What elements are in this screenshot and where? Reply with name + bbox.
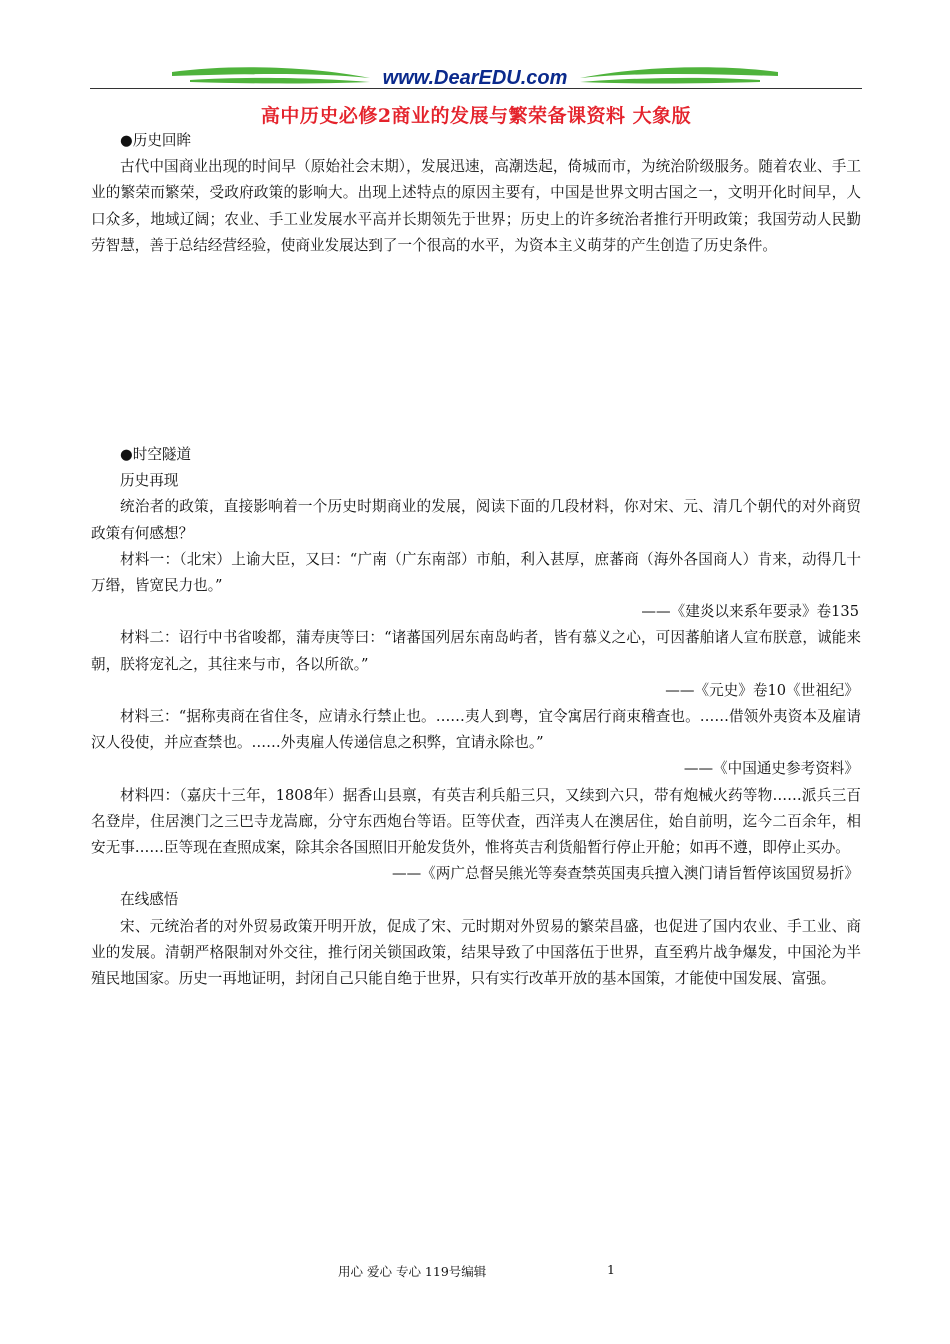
material-3-text: 材料三：“据称夷商在省住冬，应请永行禁止也。……夷人到粤，宜令寓居行商束稽查也。……借领外夷资本及雇请汉人役使，并应查禁也。……外夷雇人传递信息之积弊，宜请永除也。” <box>91 708 861 752</box>
tunnel-intro: 统治者的政策，直接影响着一个历史时期商业的发展，阅读下面的几段材料，你对宋、元、清几个朝代的对外商贸政策有何感想？ <box>91 498 861 542</box>
material-4-source: ——《两广总督吴熊光等奏查禁英国夷兵擅入澳门请旨暂停该国贸易折》 <box>391 865 859 883</box>
material-4-text: 材料四：（嘉庆十三年，1808年）据香山县禀，有英吉利兵船三只，又续到六只，带有炮械火药等物……派兵三百名登岸，住居澳门之三巴寺龙嵩廊，分守东西炮台等语。臣等伏查，西洋夷人在澳居住，始自前明，迄今二百余年，相安无事……臣等现在查照成案，除其余各国照旧开舱发货外，惟将英吉利货船暂行停止开舱；如再不遵，即停止买办。 <box>91 786 861 857</box>
section-heading-review: ●历史回眸 <box>120 132 192 149</box>
header-rule <box>90 88 862 89</box>
logo-swoosh-right <box>580 67 778 78</box>
review-paragraph: 古代中国商业出现的时间早（原始社会末期），发展迅速，高潮迭起，倚城而市，为统治阶级服务。随着农业、手工业的繁荣而繁荣，受政府政策的影响大。出现上述特点的原因主要有，中国是世界文明古国之一，文明开化时间早，人口众多，地域辽阔；农业、手工业发展水平高并长期领先于世界；历史上的许多统治者推行开明政策；我国劳动人民勤劳智慧，善于总结经营经验，使商业发展达到了一个很高的水平，为资本主义萌芽的产生创造了历史条件。 <box>91 158 861 254</box>
logo-swoosh-left <box>172 67 370 78</box>
material-2-text: 材料二：诏行中书省唆都，蒲寿庚等曰：“诸蕃国列居东南岛屿者，皆有慕义之心，可因蕃舶诸人宣布朕意，诚能来朝，朕将宠礼之，其往来与市，各以所欲。” <box>91 629 861 673</box>
logo-swoosh-right-tail <box>580 78 760 84</box>
logo-text: www.DearEDU.com <box>382 67 568 89</box>
section-heading-tunnel: ●时空隧道 <box>120 446 192 464</box>
page-number: 1 <box>607 1262 615 1277</box>
material-3-source: ——《中国通史参考资料》 <box>683 760 859 778</box>
online-paragraph: 宋、元统治者的对外贸易政策开明开放，促成了宋、元时期对外贸易的繁荣昌盛，也促进了国内农业、手工业、商业的发展。清朝严格限制对外交往，推行闭关锁国政策，结果导致了中国落伍于世界，直至鸦片战争爆发，中国沦为半殖民地国家。历史一再地证明，封闭自己只能自绝于世界，只有实行改革开放的基本国策，才能使中国发展、富强。 <box>91 917 861 988</box>
material-1-source: ——《建炎以来系年要录》卷135 <box>641 603 859 621</box>
blank-space <box>91 259 861 442</box>
material-2-source: ——《元史》卷10《世祖纪》 <box>665 681 859 699</box>
document-title: 高中历史必修2商业的发展与繁荣备课资料 大象版 <box>260 105 692 127</box>
footer-text: 用心 爱心 专心 119号编辑 <box>338 1264 487 1279</box>
document-body <box>91 128 861 992</box>
subheading-online: 在线感悟 <box>120 891 179 909</box>
logo-swoosh-left-tail <box>190 78 370 84</box>
subheading-history: 历史再现 <box>120 472 179 490</box>
material-1-text: 材料一：（北宋）上谕大臣，又曰：“广南（广东南部）市舶，利入甚厚，庶蕃商（海外各国商人）肯来，动得几十万缗，皆宽民力也。” <box>91 550 861 595</box>
